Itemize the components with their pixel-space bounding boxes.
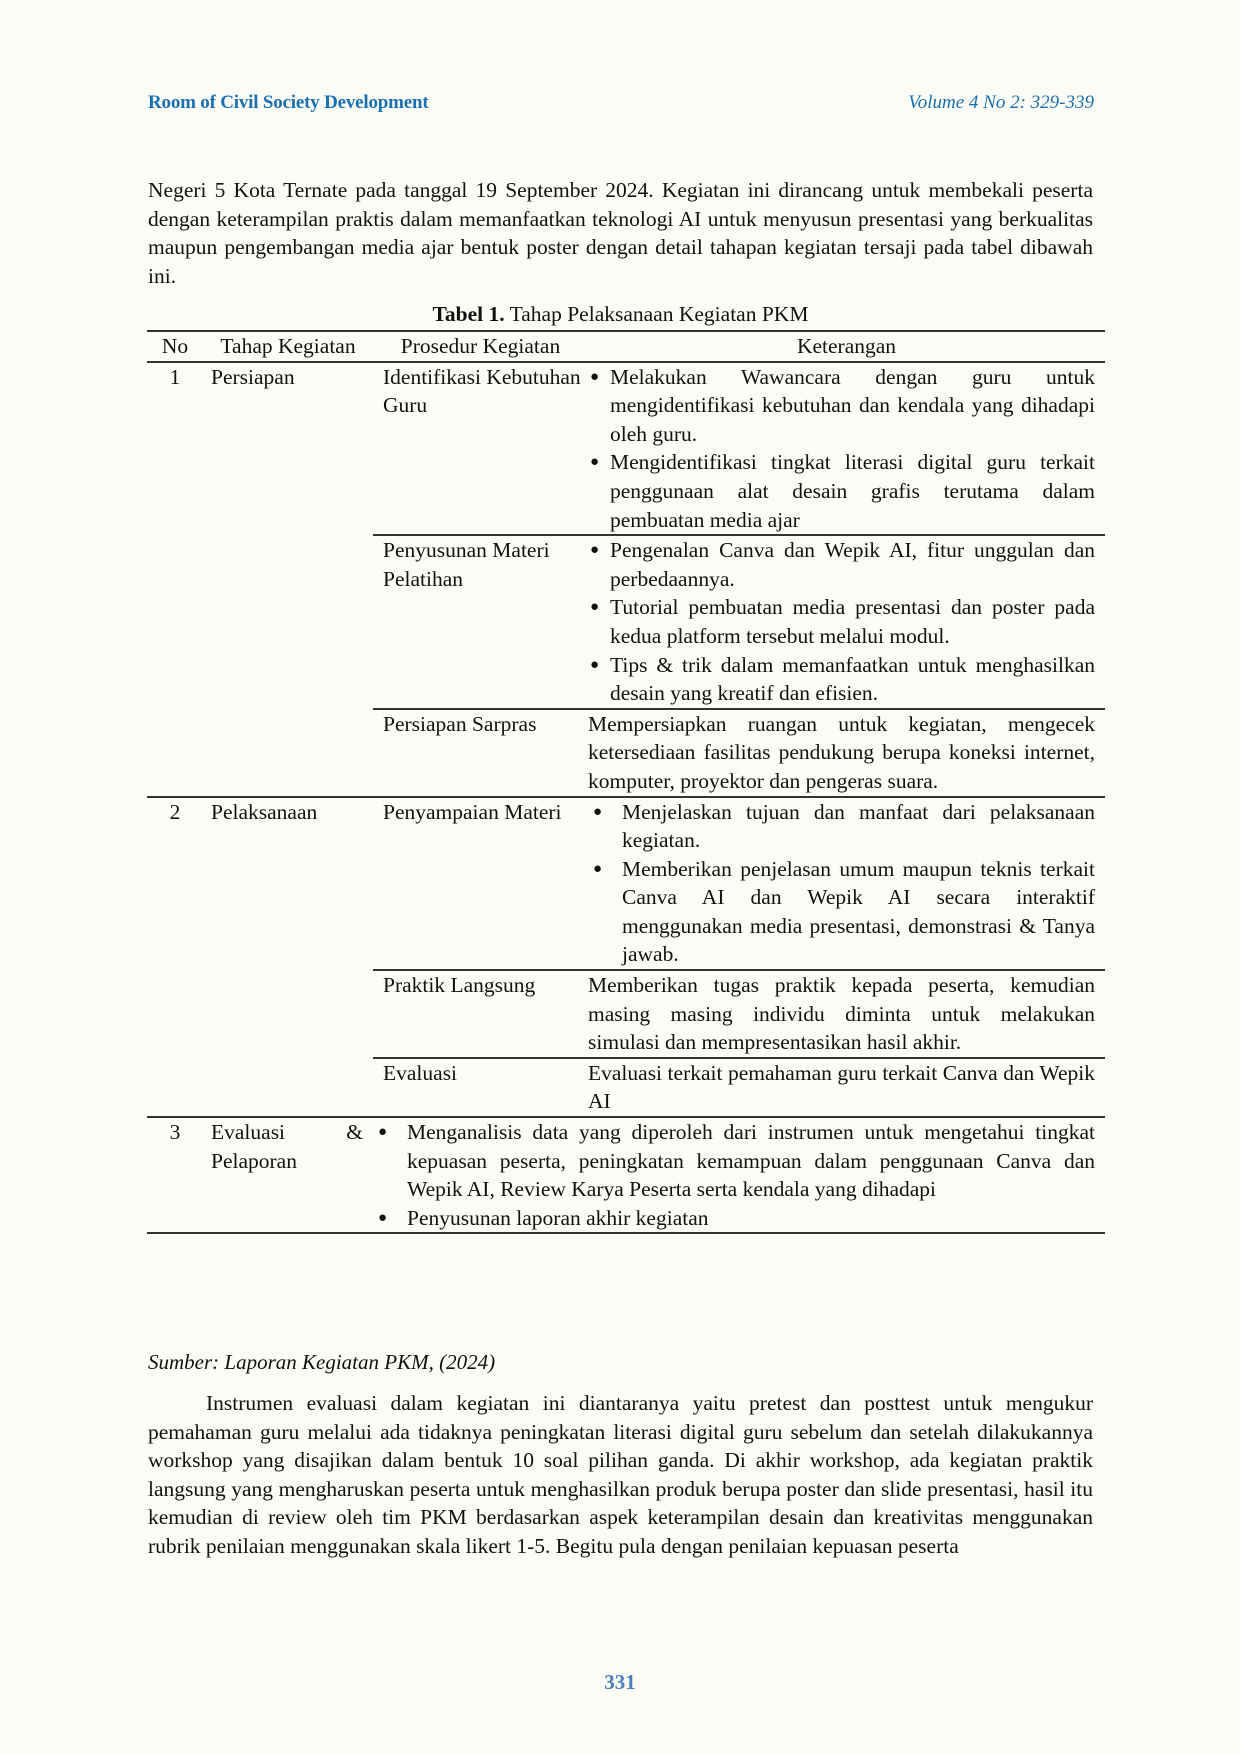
row-no: 3 (147, 1117, 203, 1233)
body-paragraph: Instrumen evaluasi dalam kegiatan ini diantaranya yaitu pretest dan posttest untuk mengukur pemahaman guru melalui ada tidaknya peningkatan literasi digital guru sebelum dan setelah dilakukannya workshop yang disajikan dalam bentuk 10 soal pilihan ganda. Di akhir workshop, ada kegiatan praktik langsung yang mengharuskan peserta untuk menghasilkan produk berupa poster dan slide presentasi, hasil itu kemudian di review oleh tim PKM berdasarkan aspek keterampilan desain dan kreativitas menggunakan rubrik penilaian menggunakan skala likert 1-5. Begitu pula dengan penilaian kepuasan peserta (148, 1391, 1093, 1558)
table-caption-label: Tabel 1. (432, 302, 505, 326)
row-tahap: Pelaksanaan (203, 797, 373, 1118)
bullet-item: ● Melakukan Wawancara dengan guru untuk mengidentifikasi kebutuhan dan kendala yang dihadapi oleh guru. (588, 363, 1095, 449)
table-row (147, 797, 1105, 971)
bullet-item: ● Menjelaskan tujuan dan manfaat dari pelaksanaan kegiatan. (588, 798, 1095, 855)
bullet-item: ● Pengenalan Canva dan Wepik AI, fitur unggulan dan perbedaannya. (588, 536, 1095, 593)
row-keterangan: Evaluasi terkait pemahaman guru terkait Canva dan Wepik AI (588, 1058, 1105, 1117)
activity-table (147, 330, 1105, 1234)
journal-title: Room of Civil Society Development (148, 92, 429, 113)
row-keterangan: Mempersiapkan ruangan untuk kegiatan, mengecek ketersediaan fasilitas pendukung berupa koneksi internet, komputer, proyektor dan pengeras suara. (588, 709, 1105, 797)
bullet-item: ● Menganalisis data yang diperoleh dari instrumen untuk mengetahui tingkat kepuasan peserta, peningkatan kemampuan dalam penggunaan Canva dan Wepik AI, Review Karya Peserta serta kendala yang dihadapi (373, 1118, 1095, 1204)
row-no: 2 (147, 797, 203, 1118)
header-prosedur: Prosedur Kegiatan (400, 334, 561, 358)
row-keterangan (588, 797, 1105, 971)
row-prosedur: Identifikasi Kebutuhan Guru (373, 362, 588, 536)
table-header-row (147, 331, 1105, 362)
header-tahap: Tahap Kegiatan (220, 334, 356, 358)
row-prosedur: Penyampaian Materi (373, 797, 588, 971)
bullet-item: ● Tutorial pembuatan media presentasi dan poster pada kedua platform tersebut melalui modul. (588, 593, 1095, 650)
table-caption (148, 302, 1093, 327)
row-prosedur: Evaluasi (373, 1058, 588, 1117)
row-prosedur: Praktik Langsung (373, 970, 588, 1058)
table-caption-text: Tahap Pelaksanaan Kegiatan PKM (504, 302, 809, 326)
bullet-list (373, 1118, 1095, 1232)
row-keterangan (373, 1117, 1105, 1233)
row-prosedur: Persiapan Sarpras (373, 709, 588, 797)
row-prosedur: Penyusunan Materi Pelatihan (373, 535, 588, 709)
header-no: No (161, 334, 189, 358)
row-no: 1 (147, 362, 203, 797)
table-row (147, 1117, 1105, 1233)
row-tahap: Evaluasi & Pelaporan (203, 1117, 373, 1233)
table-source: Sumber: Laporan Kegiatan PKM, (2024) (148, 1350, 496, 1374)
bullet-item: ● Mengidentifikasi tingkat literasi digital guru terkait penggunaan alat desain grafis terutama dalam pembuatan media ajar (588, 448, 1095, 534)
table-row (147, 362, 1105, 536)
intro-paragraph: Negeri 5 Kota Ternate pada tanggal 19 September 2024. Kegiatan ini dirancang untuk membekali peserta dengan keterampilan praktis dalam memanfaatkan teknologi AI untuk menyusun presentasi yang berkualitas maupun pengembangan media ajar bentuk poster dengan detail tahapan kegiatan tersaji pada tabel dibawah ini. (148, 178, 1093, 288)
header-keterangan: Keterangan (796, 334, 897, 358)
bullet-item: ● Penyusunan laporan akhir kegiatan (373, 1204, 1095, 1233)
bullet-item: ● Tips & trik dalam memanfaatkan untuk menghasilkan desain yang kreatif dan efisien. (588, 651, 1095, 708)
row-keterangan (588, 362, 1105, 536)
bullet-list (588, 798, 1095, 970)
row-tahap: Persiapan (203, 362, 373, 797)
bullet-list (588, 363, 1095, 535)
bullet-item: ● Memberikan penjelasan umum maupun teknis terkait Canva AI dan Wepik AI secara interaktif menggunakan media presentasi, demonstrasi & Tanya jawab. (588, 855, 1095, 969)
page-number: 331 (604, 1670, 636, 1694)
row-keterangan (588, 535, 1105, 709)
volume-info: Volume 4 No 2: 329-339 (908, 92, 1094, 113)
bullet-list (588, 536, 1095, 708)
row-keterangan: Memberikan tugas praktik kepada peserta, kemudian masing masing individu diminta untuk melakukan simulasi dan mempresentasikan hasil akhir. (588, 970, 1105, 1058)
